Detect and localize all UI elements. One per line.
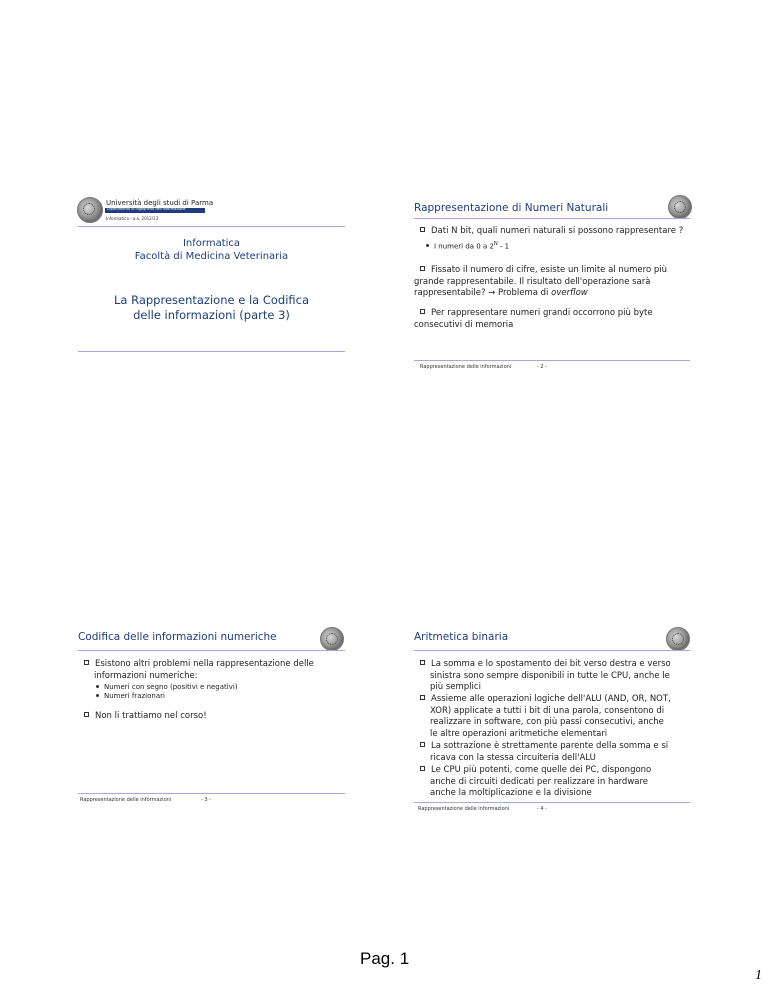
faculty-name: Facoltà di Medicina Veterinaria: [134, 251, 289, 262]
bullet-dot-icon: [96, 685, 99, 688]
slide2-footer: Rappresentazione delle informazioni: [420, 364, 512, 370]
course-year: Informatica - a.a. 2012/13: [106, 216, 159, 221]
bullet-dot-icon: [426, 244, 429, 247]
slide4-page-number: - 4 -: [537, 806, 547, 812]
department-name: Dipartimento di Ingegneria dell'Informazione: [107, 207, 186, 211]
slide4-bullet-4: Le CPU più potenti, come quelle dei PC, dispongono anche di circuiti dedicati per realizzare in hardware anche la moltiplicazione e la divisione: [420, 765, 651, 800]
slide3-bottom-rule: [78, 793, 345, 794]
slide4-footer: Rappresentazione delle informazioni: [418, 806, 510, 812]
slide3-top-rule: [78, 650, 345, 651]
university-seal-icon: [320, 627, 344, 651]
page-label: Pag. 1: [360, 949, 410, 968]
slide2-page-number: - 2 -: [537, 364, 547, 370]
slide2-title: Rappresentazione di Numeri Naturali: [414, 202, 609, 214]
slide1-title-line1: La Rappresentazione e la Codifica: [113, 293, 310, 307]
slide3-sub-bullet-1: Numeri con segno (positivi e negativi): [96, 683, 238, 692]
slide3-page-number: - 3 -: [201, 797, 211, 803]
slide3-bullet-1: Esistono altri problemi nella rappresentazione delle informazioni numeriche:: [84, 659, 314, 682]
course-name: Informatica: [182, 238, 241, 249]
slide4-bullet-1: La somma e lo spostamento dei bit verso destra e verso sinistra sono sempre disponibili in tutte le CPU, anche le più semplici: [420, 659, 671, 694]
bullet-dot-icon: [96, 694, 99, 697]
slide1-title-line2: delle informazioni (parte 3): [133, 308, 290, 322]
bullet-square-icon: [420, 227, 425, 232]
bullet-square-icon: [84, 712, 89, 717]
slide2-bullet-2: Fissato il numero di cifre, esiste un limite al numero più grande rappresentabile. Il risultato dell'operazione sarà rappresentabile? → Problema di overflow: [414, 265, 668, 298]
slide2-bullet-1: Dati N bit, quali numeri naturali si possono rappresentare ?: [420, 226, 683, 238]
corner-page-number: 1: [755, 968, 762, 983]
slide2-bottom-rule: [414, 360, 690, 361]
slide3-bullet-2: Non li trattiamo nel corso!: [84, 711, 207, 723]
bullet-square-icon: [84, 660, 89, 665]
slide4-title: Aritmetica binaria: [414, 631, 509, 643]
slide4-top-rule: [414, 650, 690, 651]
slide2-sub-bullet-1: I numeri da 0 a $2^N - 1$: [426, 240, 509, 251]
slide3-footer: Rappresentazione delle informazioni: [80, 797, 172, 803]
university-seal-icon: [668, 195, 692, 219]
university-seal-icon: [77, 197, 103, 223]
slide4-bottom-rule: [414, 802, 690, 803]
bullet-square-icon: [420, 766, 425, 771]
slide4-bullet-2: Assieme alle operazioni logiche dell'ALU (AND, OR, NOT, XOR) applicate a tutti i bit di una parola, consentono di realizzare in software, con più passi consecutivi, anche le altre operazioni aritmetiche elementari: [420, 694, 671, 740]
bullet-square-icon: [420, 266, 425, 271]
university-name: Università degli studi di Parma: [106, 199, 214, 207]
slide3-sub-bullet-2: Numeri frazionari: [96, 692, 165, 701]
slide2-top-rule: [414, 218, 690, 219]
slide1-bottom-rule: [78, 351, 345, 352]
bullet-square-icon: [420, 660, 425, 665]
university-seal-icon: [666, 627, 690, 651]
slide1-top-rule: [78, 226, 345, 227]
slide4-bullet-3: La sottrazione è strettamente parente della somma e si ricava con la stessa circuiteria dell'ALU: [420, 741, 668, 764]
bullet-square-icon: [420, 309, 425, 314]
slide3-title: Codifica delle informazioni numeriche: [78, 631, 277, 643]
bullet-square-icon: [420, 742, 425, 747]
slide2-bullet-3: Per rappresentare numeri grandi occorrono più byte consecutivi di memoria: [414, 308, 653, 330]
bullet-square-icon: [420, 695, 425, 700]
